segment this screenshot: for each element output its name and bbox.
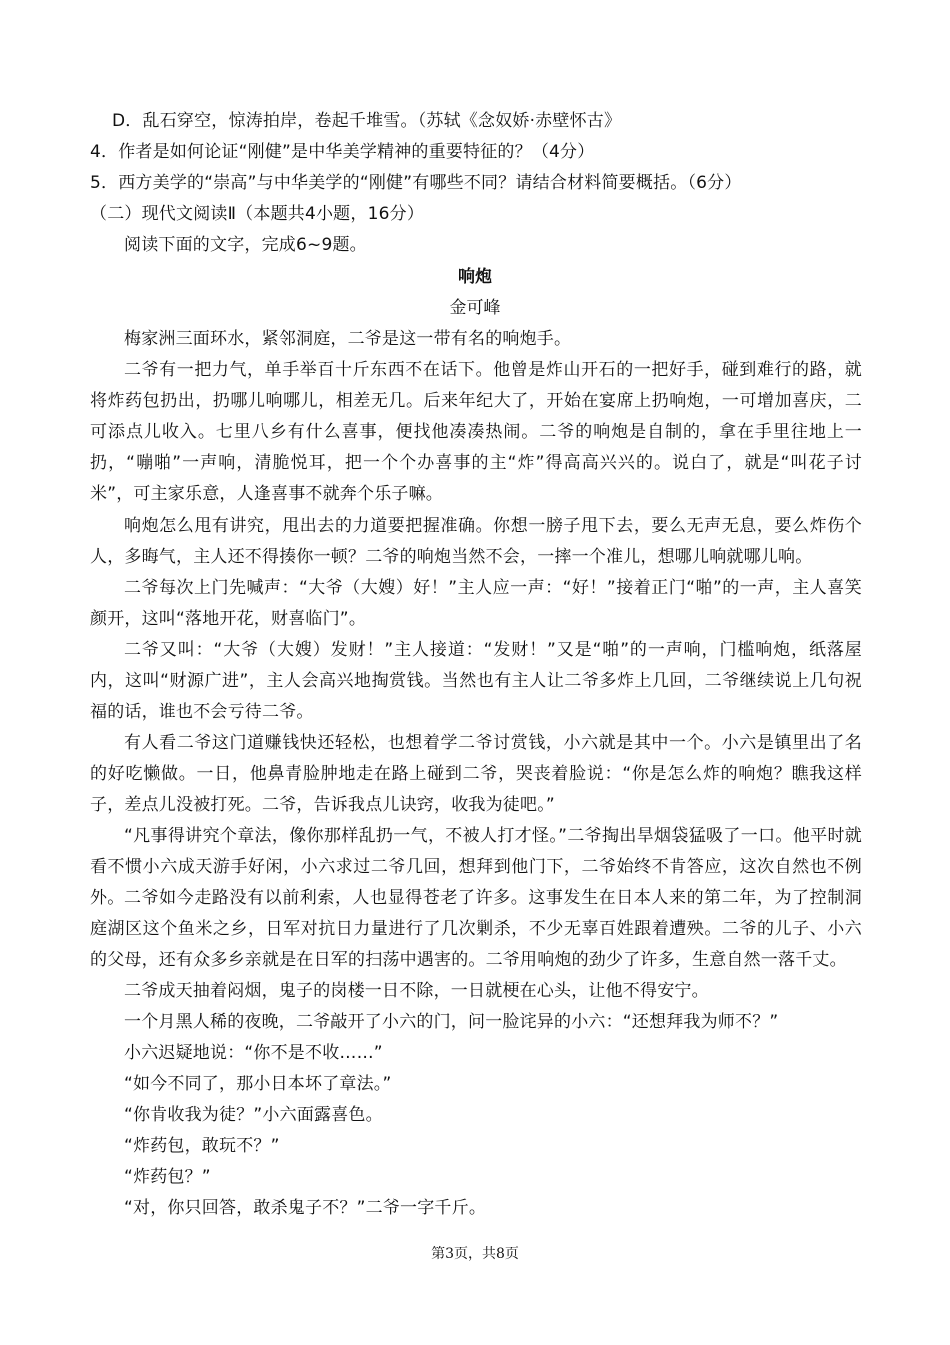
paragraph-5: 二爷又叫：“大爷（大嫂）发财！”主人接道：“发财！”又是“啪”的一声响，门槛响炮，纸落屋内，这叫“财源广进”，主人会高兴地掏赏钱。当然也有主人让二爷多炸上几回，二爷继续说上几句祝福的话，谁也不会亏待二爷。 bbox=[90, 640, 862, 722]
paragraph-10: 一个月黑人稀的夜晚，二爷敲开了小六的门，问一脸诧异的小六：“还想拜我为师不？” bbox=[124, 1012, 779, 1032]
question-4: 4．作者是如何论证“刚健”是中华美学精神的重要特征的？（4分） bbox=[90, 142, 595, 162]
paragraph-1: 梅家洲三面环水，紧邻洞庭，二爷是这一带有名的响炮手。 bbox=[124, 329, 572, 349]
section-instruction: 阅读下面的文字，完成6~9题。 bbox=[124, 235, 367, 255]
paragraph-3: 响炮怎么甩有讲究，甩出去的力道要把握准确。你想一膀子甩下去，要么无声无息，要么炸伤个人，多晦气，主人还不得揍你一顿？二爷的响炮当然不会，一摔一个准儿，想哪儿响就哪儿响。 bbox=[90, 516, 862, 567]
article-author: 金可峰 bbox=[449, 298, 501, 318]
paragraph-15: “炸药包？” bbox=[124, 1167, 211, 1187]
paragraph-16: “对，你只回答，敢杀鬼子不？”二爷一字千斤。 bbox=[124, 1198, 487, 1218]
paragraph-4: 二爷每次上门先喊声：“大爷（大嫂）好！”主人应一声：“好！”接着正门“啪”的一声，主人喜笑颜开，这叫“落地开花，财喜临门”。 bbox=[90, 578, 862, 629]
paragraph-14: “炸药包，敢玩不？” bbox=[124, 1136, 280, 1156]
page-footer: 第3页，共8页 bbox=[431, 1246, 519, 1262]
paragraph-7: “凡事得讲究个章法，像你那样乱扔一气，不被人打才怪。”二爷掏出旱烟袋猛吸了一口。他平时就看不惯小六成天游手好闲，小六求过二爷几回，想拜到他门下，二爷始终不肯答应，这次自然也不例外。 bbox=[90, 826, 862, 908]
paragraph-2: 二爷有一把力气，单手举百十斤东西不在话下。他曾是炸山开石的一把好手，碰到难行的路，就将炸药包扔出，扔哪儿响哪儿，相差无几。后来年纪大了，开始在宴席上扔响炮，一可增加喜庆，二可添点儿收入。七里八乡有什么喜事，便找他凑凑热闹。二爷的响炮是自制的，拿在手里往地上一扔，“嘣啪”一声响，清脆悦耳，把一个个办喜事的主“炸”得高高兴兴的。说白了，就是“叫花子讨米”，可主家乐意，人逢喜事不就奔个乐子嘛。 bbox=[90, 360, 862, 504]
article-title: 响炮 bbox=[458, 267, 492, 287]
paragraph-12: “如今不同了，那小日本坏了章法。” bbox=[124, 1074, 392, 1094]
paragraph-11: 小六迟疑地说：“你不是不收……” bbox=[124, 1043, 383, 1063]
question-5: 5．西方美学的“崇高”与中华美学的“刚健”有哪些不同？请结合材料简要概括。（6分） bbox=[90, 173, 742, 193]
paragraph-6: 有人看二爷这门道赚钱快还轻松，也想着学二爷讨赏钱，小六就是其中一个。小六是镇里出了名的好吃懒做。一日，他鼻青脸肿地走在路上碰到二爷，哭丧着脸说：“你是怎么炸的响炮？瞧我这样子，差点儿没被打死。二爷，告诉我点儿诀窍，收我为徒吧。” bbox=[90, 733, 862, 815]
paragraph-13: “你肯收我为徒？”小六面露喜色。 bbox=[124, 1105, 383, 1125]
paragraph-9: 二爷成天抽着闷烟，鬼子的岗楼一日不除，一日就梗在心头，让他不得安宁。 bbox=[124, 981, 709, 1001]
paragraph-8: 二爷如今走路没有以前利索，人也显得苍老了许多。这事发生在日本人来的第二年，为了控制洞庭湖区这个鱼米之乡，日军对抗日力量进行了几次剿杀，不少无辜百姓跟着遭殃。二爷的儿子、小六的父母，还有众多乡亲就是在日军的扫荡中遇害的。二爷用响炮的劲少了许多，生意自然一落千丈。 bbox=[90, 888, 862, 970]
section-heading: （二）现代文阅读Ⅱ（本题共4小题，16分） bbox=[90, 204, 425, 224]
option-d: D．乱石穿空，惊涛拍岸，卷起千堆雪。（苏轼《念奴娇·赤壁怀古》 bbox=[112, 111, 622, 131]
